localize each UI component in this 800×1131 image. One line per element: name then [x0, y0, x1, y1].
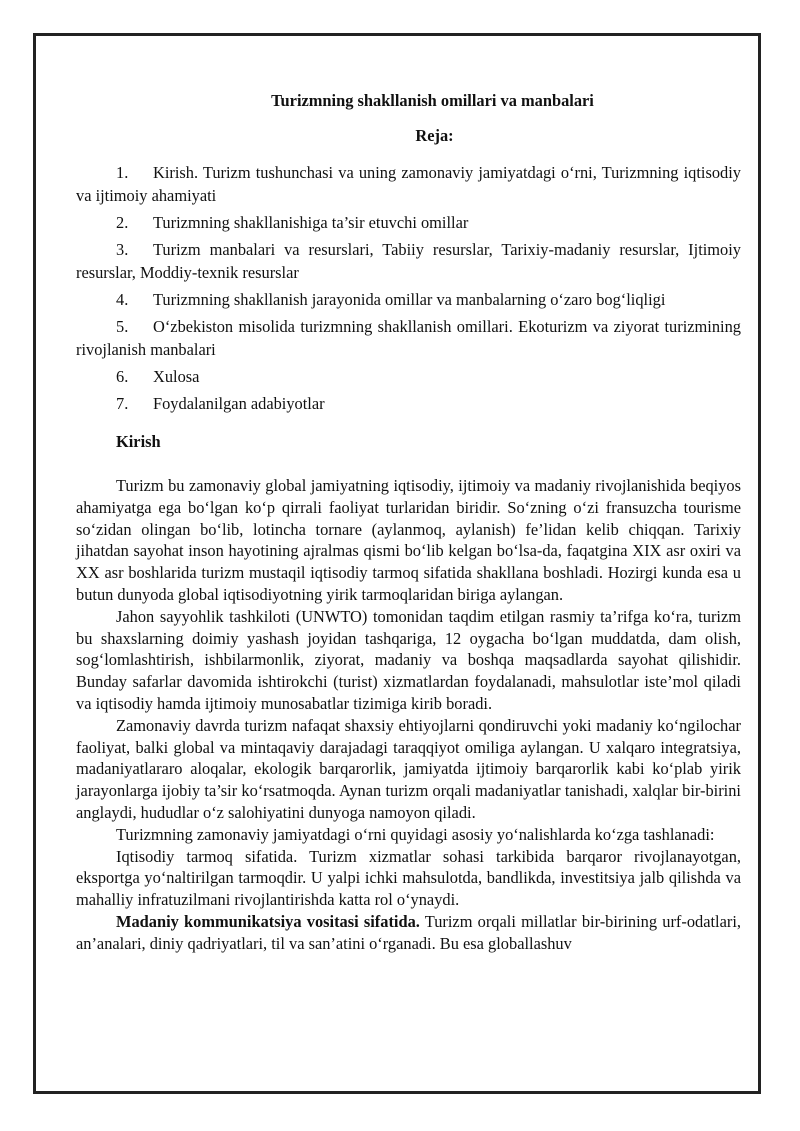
plan-list	[76, 161, 741, 415]
paragraph: Zamonaviy davrda turizm nafaqat shaxsiy ehtiyojlarni qondiruvchi yoki madaniy ko‘ngilochar faoliyat, balki global va mintaqaviy darajadagi taraqqiyot omiliga aylangan. U xalqaro integratsiya, madaniyatlararo aloqalar, ekologik barqarorlik, jamiyatda ijtimoiy barqarorlik kabi ko‘plab yirik jarayonlarga ijobiy ta’sir ko‘rsatmoqda. Aynan turizm orqali madaniyatlar tanishadi, xalqlar bir-birini anglaydi, hududlar o‘z salohiyatini dunyoga namoyon qiladi.	[76, 715, 741, 822]
paragraph: Jahon sayyohlik tashkiloti (UNWTO) tomonidan taqdim etilgan rasmiy ta’rifga ko‘ra, turizm bu shaxslarning doimiy yashash joyidan tashqariga, 12 oygacha bo‘lgan muddatda, dam olish, sog‘lomlashtirish, ishbilarmonlik, ziyorat, madaniy va boshqa maqsadlarda sayohat qilishidir. Bunday safarlar davomida ishtirokchi (turist) xizmatlardan foydalanadi, mahsulotlar iste’mol qiladi va iqtisodiy hamda ijtimoiy munosabatlar tizimiga kirib boradi.	[76, 606, 741, 713]
plan-item	[76, 211, 741, 234]
plan-item-text: Kirish. Turizm tushunchasi va uning zamonaviy jamiyatdagi o‘rni, Turizmning iqtisodiy va ijtimoiy ahamiyati	[76, 163, 741, 205]
document-body	[76, 89, 741, 955]
plan-item	[76, 288, 741, 311]
plan-item-text: Turizm manbalari va resurslari, Tabiiy resurslar, Tarixiy-madaniy resurslar, Ijtimoiy resurslar, Moddiy-texnik resurslar	[76, 240, 741, 282]
plan-item-number: 7.	[116, 394, 129, 413]
document-title: Turizmning shakllanish omillari va manbalari	[271, 91, 594, 110]
plan-item	[76, 392, 741, 415]
plan-item-text: O‘zbekiston misolida turizmning shakllanish omillari. Ekoturizm va ziyorat turizmining rivojlanish manbalari	[76, 317, 741, 359]
section-heading: Kirish	[116, 432, 161, 451]
plan-item-text: Turizmning shakllanishiga ta’sir etuvchi omillar	[153, 213, 469, 232]
plan-item-text: Foydalanilgan adabiyotlar	[153, 394, 325, 413]
paragraph: Turizmning zamonaviy jamiyatdagi o‘rni quyidagi asosiy yo‘nalishlarda ko‘zga tashlanadi:	[116, 824, 715, 844]
plan-item	[76, 315, 741, 361]
plan-item-number: 1.	[116, 163, 129, 182]
paragraph: Turizm bu zamonaviy global jamiyatning iqtisodiy, ijtimoiy va madaniy rivojlanishida beqiyos ahamiyatga ega bo‘lgan ko‘p qirrali faoliyat turlaridan biridir. So‘zning o‘zi fransuzcha tourisme so‘zidan olingan bo‘lib, lotincha tornare (aylanmoq, aylanish) fe’lidan kelib chiqqan. Tarixiy jihatdan sayohat inson hayotining ajralmas qismi bo‘lib kelgan bo‘lsa-da, faqatgina XIX asr oxiri va XX asr boshlarida turizm mustaqil iqtisodiy tarmoq sifatida shakllana boshladi. Hozirgi kunda esa u butun dunyoda global iqtisodiyotning yirik tarmoqlaridan biriga aylangan.	[76, 476, 741, 604]
paragraph-text: Turizm orqali millatlar bir-birining urf-odatlari, an’analari, diniy qadriyatlari, til va san’atini o‘rganadi. Bu esa globallashuv	[76, 911, 741, 953]
plan-item-number: 4.	[116, 290, 129, 309]
plan-item	[76, 238, 741, 284]
plan-item-number: 6.	[116, 367, 129, 386]
paragraph: Iqtisodiy tarmoq sifatida. Turizm xizmatlar sohasi tarkibida barqaror rivojlanayotgan, eksportga yo‘naltirilgan tarmoqdir. U yalpi ichki mahsulotda, bandlikda, investitsiya jalb qilishda va mahalliy infratuzilmani rivojlantirishda katta rol o‘ynaydi.	[76, 846, 741, 910]
plan-item-text: Xulosa	[153, 367, 200, 386]
plan-item-number: 5.	[116, 317, 129, 336]
plan-item-text: Turizmning shakllanish jarayonida omillar va manbalarning o‘zaro bog‘liqligi	[153, 290, 666, 309]
paragraph	[76, 911, 741, 955]
plan-heading: Reja:	[415, 126, 454, 145]
paragraph-bold-lead: Madaniy kommunikatsiya vositasi sifatida.	[116, 911, 420, 931]
plan-item	[76, 365, 741, 388]
plan-item-number: 2.	[116, 213, 129, 232]
plan-item	[76, 161, 741, 207]
plan-item-number: 3.	[116, 240, 129, 259]
